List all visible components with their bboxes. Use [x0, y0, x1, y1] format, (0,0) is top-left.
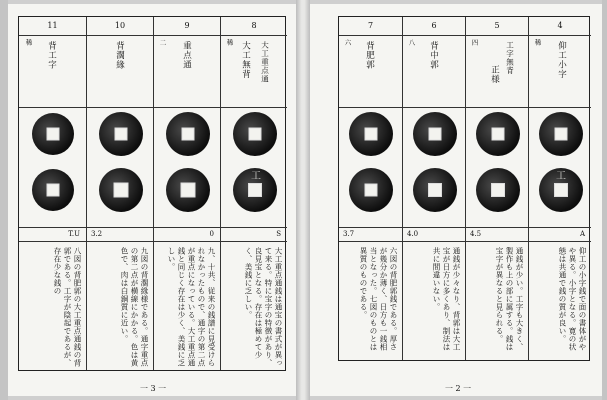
name-cell [466, 35, 528, 108]
value-cell [466, 227, 528, 242]
description-text: 通銭が少々なり、背郭は大工宝が日方に多くあり、制法は共に間違いない。 [432, 247, 461, 351]
coin-name: 重点通 [181, 41, 192, 70]
coin-image-cell [87, 107, 153, 228]
right-coin-table [338, 16, 590, 361]
coin-name: 背中郭 [428, 41, 439, 70]
value-label: 3.7 [343, 230, 355, 238]
coin-column [339, 17, 402, 360]
description-cell [466, 241, 528, 360]
column-number: 5 [466, 17, 528, 36]
description-text: 九、十共、従来の銭譜に見受けられなかったもので、通字の第二点が重点になっている。大工重点通銭と同じく存在は少く、美銭に乏しい。 [167, 247, 216, 367]
column-number: 10 [87, 17, 153, 36]
coin-obverse [349, 112, 393, 156]
coin-reverse [99, 168, 143, 212]
column-number: 4 [529, 17, 591, 36]
coin-image-cell [339, 107, 402, 228]
coin-column [19, 17, 86, 370]
description-cell [339, 241, 402, 360]
coin-reverse [233, 168, 277, 212]
coin-subname: 工字無背 [505, 41, 515, 75]
coin-name: 背肥郭 [364, 41, 375, 70]
rarity-tag: 稀 [533, 39, 542, 46]
description-cell [19, 241, 86, 370]
value-cell [339, 227, 402, 242]
left-page [8, 4, 296, 396]
name-cell [154, 35, 220, 108]
value-label: T.U [68, 230, 80, 238]
rarity-tag: 稀 [24, 39, 33, 46]
coin-name: 背工字 [46, 41, 57, 70]
rarity-tag: 稀 [225, 39, 234, 46]
description-text: 通銭が少い。工字も大きく、製作も上の部に属する。銭は宝字が異なると見られる。 [495, 247, 524, 351]
coin-reverse [413, 168, 457, 212]
page-edge-left [0, 0, 8, 400]
description-cell [154, 241, 220, 370]
column-number: 8 [221, 17, 287, 36]
value-cell [154, 227, 220, 242]
name-cell [87, 35, 153, 108]
coin-obverse [99, 112, 143, 156]
reverse-glyph: 工 [556, 171, 566, 182]
value-cell [87, 227, 153, 242]
description-text: 大工重点通銭は通宝の書式が異って来る。特に宝字の特徴があり、良見宝となる。存在は極めて少く、美銭に乏しい。 [244, 247, 283, 367]
reverse-glyph: 工 [251, 171, 261, 182]
coin-column [528, 17, 591, 360]
coin-reverse [476, 168, 520, 212]
description-cell [221, 241, 287, 370]
page-number: 一 3 一 [140, 384, 167, 393]
description-text: 八図の背肥郭の大工重点通銭の背郭である。工字が陰起であるが、存在少な銭の [53, 247, 82, 367]
coin-image-cell [154, 107, 220, 228]
coin-obverse [233, 112, 277, 156]
column-number: 9 [154, 17, 220, 36]
value-cell [529, 227, 591, 242]
name-cell [19, 35, 86, 108]
coin-image-cell [19, 107, 86, 228]
description-text: 仰工の小字銭で面の書体がやや異る。小字となる。寛の状態は共通で銭の質が良い。 [558, 247, 587, 351]
coin-image-cell [466, 107, 528, 228]
description-cell [403, 241, 465, 360]
coin-name: 背濶緣 [114, 41, 125, 70]
book-gutter [296, 0, 310, 400]
left-coin-table [18, 16, 286, 371]
coin-obverse [413, 112, 457, 156]
coin-column [153, 17, 220, 370]
coin-obverse [476, 112, 520, 156]
coin-column [402, 17, 465, 360]
value-cell [403, 227, 465, 242]
name-cell [339, 35, 402, 108]
coin-name: 仰工小字 [556, 41, 567, 79]
coin-column [220, 17, 287, 370]
value-label: A [579, 230, 585, 238]
coin-name: 大工無背 [240, 41, 251, 79]
coin-image-cell [221, 107, 287, 228]
coin-name: 正様 [489, 65, 500, 84]
value-label: 4.5 [470, 230, 482, 238]
description-cell [87, 241, 153, 370]
value-label: S [276, 230, 281, 238]
column-number: 6 [403, 17, 465, 36]
value-label: 4.0 [407, 230, 419, 238]
coin-column [86, 17, 153, 370]
rarity-tag: 六 [343, 39, 352, 46]
coin-reverse [166, 168, 210, 212]
page-edge-right [602, 0, 607, 400]
description-text: 六図の背肥郭銭である。厚さが幾分か薄く、日方も一銭相当となった。七図のものとは異質のものである。 [359, 247, 398, 351]
coin-obverse [32, 113, 74, 155]
coin-subname: 大工重点通 [260, 41, 270, 84]
description-cell [529, 241, 591, 360]
description-text: 九図の背濶緣様である。通字重点の第二点が横線にかかる。色は黄色で、肉は白銅質に近い。 [120, 247, 149, 367]
right-page [310, 4, 602, 396]
rarity-tag: 四 [470, 39, 479, 46]
coin-reverse [32, 169, 74, 211]
coin-obverse [166, 112, 210, 156]
name-cell [403, 35, 465, 108]
coin-image-cell [529, 107, 591, 228]
value-cell [221, 227, 287, 242]
value-cell [19, 227, 86, 242]
coin-reverse [539, 168, 583, 212]
value-label: 0 [209, 230, 214, 238]
rarity-tag: 八 [407, 39, 416, 46]
column-number: 11 [19, 17, 86, 36]
name-cell [529, 35, 591, 108]
value-label: 3.2 [91, 230, 103, 238]
coin-reverse [349, 168, 393, 212]
page-number: 一 2 一 [445, 384, 472, 393]
coin-column [465, 17, 528, 360]
column-number: 7 [339, 17, 402, 36]
coin-obverse [539, 112, 583, 156]
rarity-tag: 二 [158, 39, 167, 46]
name-cell [221, 35, 287, 108]
coin-image-cell [403, 107, 465, 228]
